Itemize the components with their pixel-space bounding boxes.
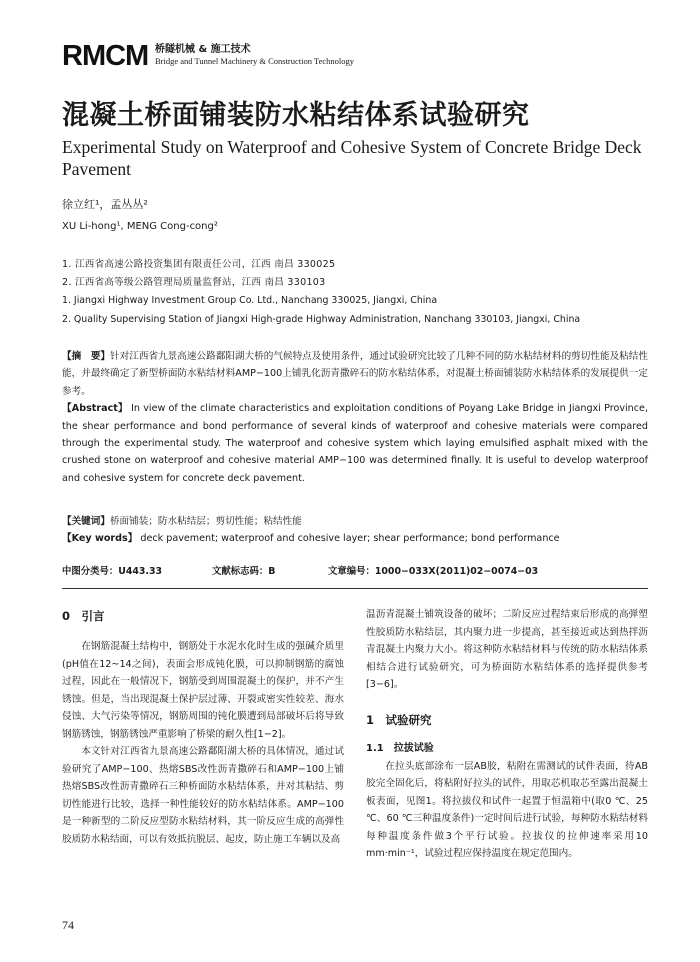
abstract-cn-text: 针对江西省九景高速公路鄱阳湖大桥的气候特点及使用条件，通过试验研究比较了几种不同的防水粘结材料的剪切性能及粘结性能，并最终确定了新型桥面防水粘结材料AMP−100上铺乳化沥青撒碎石的防水粘结体系，对混凝土桥面铺装防水粘结体系的发展提供一定参考。 — [62, 351, 649, 397]
keywords-en-label: 【Key words】 — [62, 533, 138, 545]
journal-header — [62, 42, 662, 70]
section-1-1-paragraph: 在拉头底部涂布一层AB胶，粘附在需测试的试件表面，待AB胶完全固化后，将粘附好拉头的试件，用取芯机取芯至露出混凝土板表面，见图1。将拉拔仪和试件一起置于恒温箱中(取0 ℃、25 ℃、60 ℃三种温度条件)一定时间后进行试验，每种防水粘结材料每种温度条件做3个平行试验。拉拔仪的拉伸速率采用10 mm·min⁻¹，试验过程应保持温度在规定范围内。 — [366, 760, 648, 859]
affiliation-2-en: 2. Quality Supervising Station of Jiangxi High-grade Highway Administration, Nanchang 330103, Jiangxi, China — [62, 314, 581, 325]
affiliation-1-en: 1. Jiangxi Highway Investment Group Co. Ltd., Nanchang 330025, Jiangxi, China — [62, 295, 438, 306]
section-0-heading: 0 引言 — [62, 609, 105, 623]
keywords-en-text: deck pavement; waterproof and cohesive layer; shear performance; bond performance — [140, 533, 560, 545]
abstract-cn — [62, 348, 648, 400]
clc-number: 中图分类号：U443.33 — [62, 566, 163, 577]
section-0-paragraph-2-continued: 温沥青混凝土铺筑设备的破坏；二阶反应过程结束后形成的高弹塑性胶质防水粘结层，其内聚力进一步提高，甚至接近或达到热拌沥青混凝土内聚力大小。将这种防水粘结材料与传统的防水粘结体系相结合进行试验研究，可为桥面防水粘结体系的选择提供参考[3−6]。 — [366, 609, 648, 690]
page-number: 74 — [62, 918, 74, 932]
journal-logo: RMCM — [62, 40, 149, 72]
header-divider — [62, 588, 648, 589]
journal-name-cn: 桥隧机械 & 施工技术 — [155, 44, 251, 55]
keywords-en — [62, 530, 648, 547]
section-0-paragraph-1: 在钢筋混凝土结构中，钢筋处于水泥水化时生成的强碱介质里(pH值在12~14之间)，表面会形成钝化膜，可以抑制钢筋的腐蚀过程，因此在一般情况下，钢筋受到周围混凝土的保护，并不产生锈蚀。但是，当出现混凝土保护层过薄、开裂或密实性较差、海水侵蚀、大气污染等情况，钢筋周围的钝化膜遭到局部破坏后将导致钢筋锈蚀，钢筋锈蚀严重影响了桥梁的耐久性[1−2]。 — [62, 641, 344, 740]
body-column-right — [366, 606, 648, 863]
authors-en: XU Li-hong¹, MENG Cong-cong² — [62, 221, 218, 232]
keywords-cn-label: 【关键词】 — [62, 516, 110, 527]
authors-cn: 徐立红¹，孟丛丛² — [62, 198, 148, 211]
title-cn: 混凝土桥面铺装防水粘结体系试验研究 — [62, 100, 530, 131]
affiliation-1-cn: 1. 江西省高速公路投资集团有限责任公司，江西 南昌 330025 — [62, 259, 336, 270]
keywords-cn — [62, 513, 648, 530]
abstract-en — [62, 400, 648, 487]
section-1-1-heading: 1.1 拉拔试验 — [366, 742, 434, 754]
keywords — [62, 513, 648, 548]
title-en: Experimental Study on Waterproof and Cohesive System of Concrete Bridge Deck Pavement — [62, 137, 642, 179]
abstract — [62, 348, 648, 487]
body-column-left — [62, 606, 344, 848]
section-1-heading: 1 试验研究 — [366, 712, 432, 727]
abstract-en-label: 【Abstract】 — [62, 403, 128, 415]
section-0-paragraph-2: 本文针对江西省九景高速公路鄱阳湖大桥的具体情况，通过试验研究了AMP−100、热熔SBS改性沥青撒碎石和AMP−100上铺热熔SBS改性沥青撒碎石三种桥面防水粘结体系，并对其粘结、剪切性能进行比较，选择一种性能较好的防水粘结体系。AMP−100是一种新型的二阶反应型防水粘结材料，其一阶反应生成的高弹性胶质防水粘结面，可以有效抵抗脱层、起皮，防止施工车辆以及高 — [62, 746, 344, 845]
document-code: 文献标志码：B — [212, 566, 276, 577]
affiliation-2-cn: 2. 江西省高等级公路管理局质量监督站，江西 南昌 330103 — [62, 277, 326, 288]
journal-name-en: Bridge and Tunnel Machinery & Construction Technology — [155, 56, 354, 66]
article-number: 文章编号：1000−033X(2011)02−0074−03 — [328, 566, 539, 577]
keywords-cn-text: 桥面铺装；防水粘结层；剪切性能；粘结性能 — [109, 516, 302, 527]
abstract-cn-label: 【摘 要】 — [62, 351, 111, 362]
abstract-en-text: In view of the climate characteristics and exploitation conditions of Poyang Lake Bridge in Jiangxi Province, the shear performance and bond performance of several kinds of waterproof and cohesive materials were compared through the experimental study. The waterproof and cohesive system which laying emulsified asphalt mixed with the crushed stone on waterproof and cohesive material AMP−100 was determined finally. It is useful to develop waterproof and cohesive system for concrete deck pavement. — [62, 403, 648, 484]
